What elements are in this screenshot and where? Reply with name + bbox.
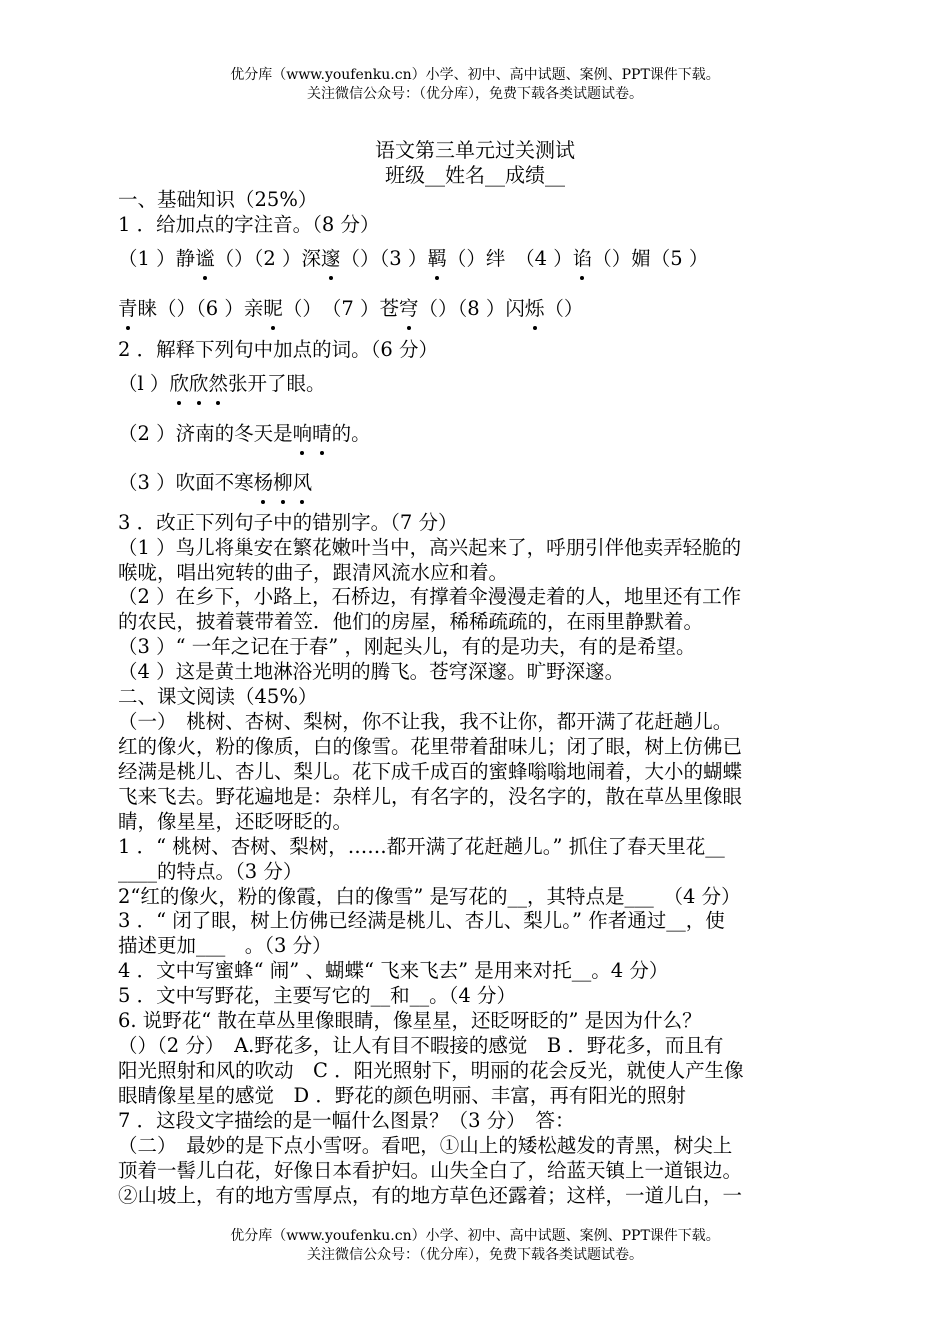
q2-s3-prefix: （3 ）吹面不寒 <box>118 471 254 494</box>
reading-question-line: 7 ．这段文字描绘的是一幅什么图景？（3 分） 答： <box>118 1109 575 1132</box>
q2-s1-prefix: （l ） <box>118 372 170 395</box>
dotted-char: 邃 <box>320 247 341 270</box>
page-subtitle: 班级__姓名__成绩__ <box>385 163 565 187</box>
q1-r2-i: （） <box>544 297 584 320</box>
dotted-char: 谄 <box>572 247 593 270</box>
q1-r1-i: （）媚（5 ） <box>592 247 709 270</box>
q1-r2-b: 睐 <box>137 297 158 320</box>
q1-r1-g: （）绊 （4 ） <box>446 247 573 270</box>
reading-question-line: 6. 说野花“ 散在草丛里像眼睛，像星星，还眨呀眨的” 是因为什么？ <box>118 1009 702 1032</box>
dotted-char: 柳 <box>273 471 293 494</box>
dotted-char: 响 <box>292 422 313 445</box>
q3-line: 喉咙，唱出宛转的曲子，跟清风流水应和着。 <box>118 561 509 584</box>
passage-1-line: 红的像火，粉的像质，白的像雪。花里带着甜味儿；闭了眼，树上仿佛已 <box>118 735 743 758</box>
q1-r2-c: （）（6 ）亲 <box>157 297 264 320</box>
header-line-1: 优分库（www.youfenku.cn）小学、初中、高中试题、案例、PPT课件下载。 <box>230 67 720 83</box>
dotted-char: 晴 <box>312 422 332 445</box>
passage-2-line: ②山坡上，有的地方雪厚点，有的地方草色还露着；这样，一道儿白，一 <box>118 1184 743 1207</box>
dotted-char: 风 <box>292 471 313 494</box>
question-2-sentence-3 <box>118 470 312 495</box>
reading-question-line: ____的特点。（3 分） <box>118 860 303 883</box>
q1-r1-e: （）（3 ） <box>340 247 428 270</box>
question-3-stem: 3 ．改正下列句子中的错别字。（7 分） <box>118 511 458 534</box>
question-2-sentence-2 <box>118 421 371 446</box>
question-1-row-1 <box>118 246 708 271</box>
dotted-char: 谧 <box>195 247 215 270</box>
header-line-2: 关注微信公众号：（优分库），免费下载各类试题试卷。 <box>307 86 643 102</box>
passage-1-line: （一） 桃树、杏树、梨树，你不让我，我不让你，都开满了花赶趟儿。 <box>118 710 733 733</box>
q3-line: （3 ）“ 一年之记在于春” ，刚起头儿，有的是功夫，有的是希望。 <box>118 635 696 658</box>
dotted-char: 烁 <box>524 297 545 320</box>
page-header <box>0 66 950 104</box>
section-heading-basics: 一、基础知识（25%） <box>118 188 318 211</box>
passage-1-line: 经满是桃儿、杏儿、梨儿。花下成千成百的蜜蜂嗡嗡地闹着，大小的蝴蝶 <box>118 760 743 783</box>
dotted-char: 然 <box>208 372 228 395</box>
q2-s1-suffix: 张开了眼。 <box>227 372 326 395</box>
passage-2-line: （二） 最妙的是下点小雪呀。看吧，①山上的矮松越发的青黑，树尖上 <box>118 1134 733 1157</box>
q3-line: （4 ）这是黄土地淋浴光明的腾飞。苍穹深邃。旷野深邃。 <box>118 660 625 683</box>
reading-question-line: 描述更加___ 。（3 分） <box>118 934 332 957</box>
passage-1-line: 飞来飞去。野花遍地是：杂样儿，有名字的，没名字的，散在草丛里像眼 <box>118 785 743 808</box>
reading-question-line: 5 ．文中写野花，主要写它的__和__。（4 分） <box>118 984 516 1007</box>
q3-line: （1 ）鸟儿将巢安在繁花嫩叶当中，高兴起来了，呼朋引伴他卖弄轻脆的 <box>118 536 742 559</box>
dotted-char: 昵 <box>263 297 283 320</box>
reading-question-line: 眼睛像星星的感觉 D ．野花的颜色明丽、丰富，再有阳光的照射 <box>118 1084 686 1107</box>
reading-question-line: 2“红的像火，粉的像霞，白的像雪” 是写花的__，其特点是___ （4 分） <box>118 885 741 908</box>
passage-2-line: 顶着一髻儿白花，好像日本看护妇。山失全白了，给蓝天镇上一道银边。 <box>118 1159 743 1182</box>
q2-s2-suffix: 的。 <box>331 422 371 445</box>
q1-r1-a: （1 ）静 <box>118 247 196 270</box>
dotted-char: 青 <box>118 297 138 320</box>
footer-line-2: 关注微信公众号：（优分库），免费下载各类试题试卷。 <box>307 1247 643 1263</box>
q2-s2-prefix: （2 ）济南的冬天是 <box>118 422 293 445</box>
footer-line-1: 优分库（www.youfenku.cn）小学、初中、高中试题、案例、PPT课件下载。 <box>230 1228 720 1244</box>
dotted-char: 欣 <box>169 372 189 395</box>
dotted-char: 欣 <box>188 372 209 395</box>
dotted-char: 杨 <box>253 471 274 494</box>
q1-r2-e: （） （7 ）苍 <box>282 297 400 320</box>
reading-question-line: 阳光照射和风的吹动 C ．阳光照射下，明丽的花会反光，就使人产生像 <box>118 1059 744 1082</box>
passage-1-line: 睛，像星星，还眨呀眨的。 <box>118 810 353 833</box>
question-1-row-2 <box>118 296 583 321</box>
section-heading-reading: 二、课文阅读（45%） <box>118 685 318 708</box>
reading-question-line: （）（2 分） A.野花多，让人有目不暇接的感觉 B ．野花多，而且有 <box>118 1034 724 1057</box>
question-1-stem: 1 ．给加点的字注音。（8 分） <box>118 213 380 236</box>
reading-question-line: 3 ．“ 闭了眼，树上仿佛已经满是桃儿、杏儿、梨儿。” 作者通过__，使 <box>118 909 725 932</box>
q1-r1-c: （）（2 ）深 <box>214 247 321 270</box>
q1-r2-g: （）（8 ）闪 <box>418 297 525 320</box>
q3-line: 的农民，披着蓑带着笠．他们的房屋，稀稀疏疏的，在雨里静默着。 <box>118 610 704 633</box>
reading-question-line: 1 ．“ 桃树、杏树、梨树，……都开满了花赶趟儿。” 抓住了春天里花__ <box>118 835 725 858</box>
reading-question-line: 4 ．文中写蜜蜂“ 闹” 、蝴蝶“ 飞来飞去” 是用来对托__。4 分） <box>118 959 669 982</box>
page-title: 语文第三单元过关测试 <box>375 138 575 162</box>
page-footer <box>0 1227 950 1265</box>
dotted-char: 羁 <box>427 247 447 270</box>
question-2-sentence-1 <box>118 371 326 396</box>
question-2-stem: 2 ．解释下列句中加点的词。（6 分） <box>118 338 438 361</box>
dotted-char: 穹 <box>399 297 419 320</box>
q3-line: （2 ）在乡下，小路上，石桥边，有撑着伞漫漫走着的人，地里还有工作 <box>118 585 742 608</box>
